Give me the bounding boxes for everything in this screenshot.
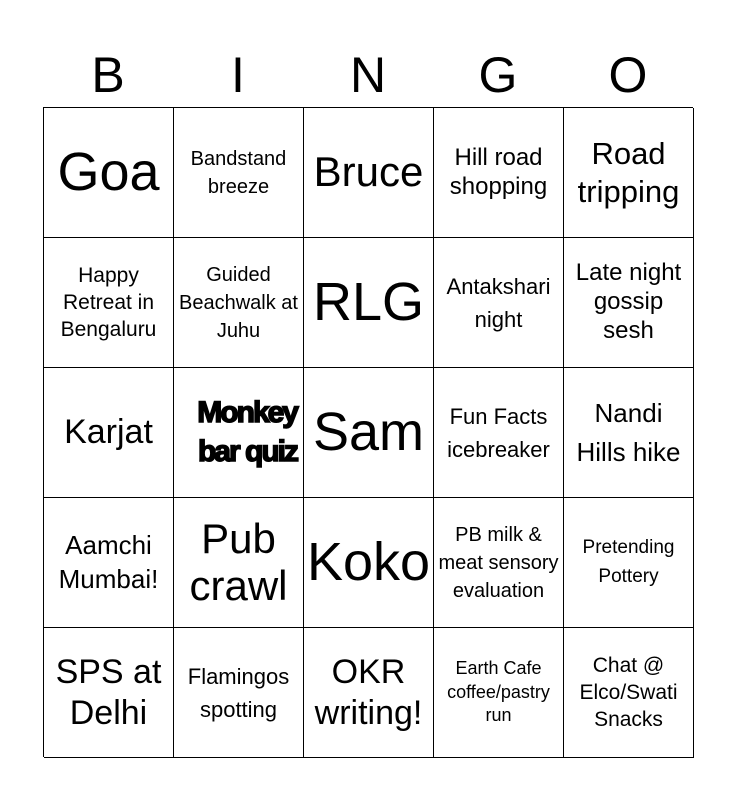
cell-label: OKR writing! bbox=[314, 652, 423, 732]
cell-label: Bruce bbox=[313, 148, 424, 196]
cell-label: PB milk & meat sensory evaluation bbox=[438, 523, 559, 602]
cell-label: Earth Cafe coffee/pastry run bbox=[447, 658, 550, 726]
bingo-cell[interactable] bbox=[44, 498, 174, 628]
header-letter-g: G bbox=[478, 47, 518, 103]
cell-label: SPS at Delhi bbox=[55, 652, 162, 732]
bingo-cell[interactable] bbox=[44, 628, 174, 758]
bingo-cell[interactable] bbox=[174, 108, 304, 238]
cell-label: Karjat bbox=[64, 413, 153, 452]
bingo-cell[interactable] bbox=[44, 368, 174, 498]
cell-label: Guided Beachwalk at Juhu bbox=[179, 263, 298, 342]
cell-label: Antakshari night bbox=[446, 273, 551, 332]
bingo-cell[interactable] bbox=[44, 238, 174, 368]
bingo-board bbox=[43, 107, 693, 757]
header-letter-o: O bbox=[608, 47, 648, 103]
header-letter-i: I bbox=[231, 47, 245, 103]
bingo-cell[interactable] bbox=[564, 108, 694, 238]
bingo-cell[interactable] bbox=[304, 498, 434, 628]
cell-label: Late night gossip sesh bbox=[575, 259, 682, 344]
cell-label: Bandstand breeze bbox=[190, 147, 287, 198]
cell-label: Pub crawl bbox=[189, 515, 288, 609]
bingo-cell[interactable] bbox=[304, 368, 434, 498]
cell-label: Fun Facts icebreaker bbox=[447, 403, 550, 462]
bingo-cell[interactable] bbox=[564, 498, 694, 628]
header-letter-b: B bbox=[91, 47, 125, 103]
bingo-cell[interactable] bbox=[434, 628, 564, 758]
cell-label: Flamingos spotting bbox=[187, 663, 290, 722]
cell-label: Monkey bar quiz bbox=[197, 396, 297, 468]
cell-label: Sam bbox=[312, 401, 425, 462]
bingo-cell[interactable] bbox=[44, 108, 174, 238]
cell-label: Road tripping bbox=[577, 136, 680, 209]
cell-label: Chat @ Elco/Swati Snacks bbox=[579, 653, 678, 732]
bingo-cell[interactable] bbox=[174, 498, 304, 628]
bingo-cell[interactable] bbox=[304, 238, 434, 368]
cell-label: Happy Retreat in Bengaluru bbox=[60, 263, 157, 342]
bingo-cell[interactable] bbox=[434, 108, 564, 238]
bingo-cell[interactable] bbox=[304, 628, 434, 758]
bingo-cell[interactable] bbox=[174, 368, 304, 498]
bingo-cell[interactable] bbox=[564, 368, 694, 498]
cell-label: Nandi Hills hike bbox=[576, 397, 681, 467]
bingo-cell[interactable] bbox=[434, 238, 564, 368]
bingo-header bbox=[43, 42, 693, 108]
bingo-cell[interactable] bbox=[174, 238, 304, 368]
bingo-cell[interactable] bbox=[174, 628, 304, 758]
cell-label: Pretending Pottery bbox=[582, 537, 675, 587]
bingo-cell[interactable] bbox=[434, 498, 564, 628]
cell-label: Goa bbox=[57, 141, 160, 202]
cell-label: Aamchi Mumbai! bbox=[58, 529, 159, 594]
bingo-cell[interactable] bbox=[434, 368, 564, 498]
cell-label: Hill road shopping bbox=[449, 143, 548, 200]
cell-label: RLG bbox=[312, 271, 425, 332]
header-letter-n: N bbox=[349, 47, 387, 103]
bingo-cell[interactable] bbox=[564, 238, 694, 368]
bingo-cell[interactable] bbox=[304, 108, 434, 238]
cell-label: Koko bbox=[306, 531, 431, 592]
bingo-cell[interactable] bbox=[564, 628, 694, 758]
